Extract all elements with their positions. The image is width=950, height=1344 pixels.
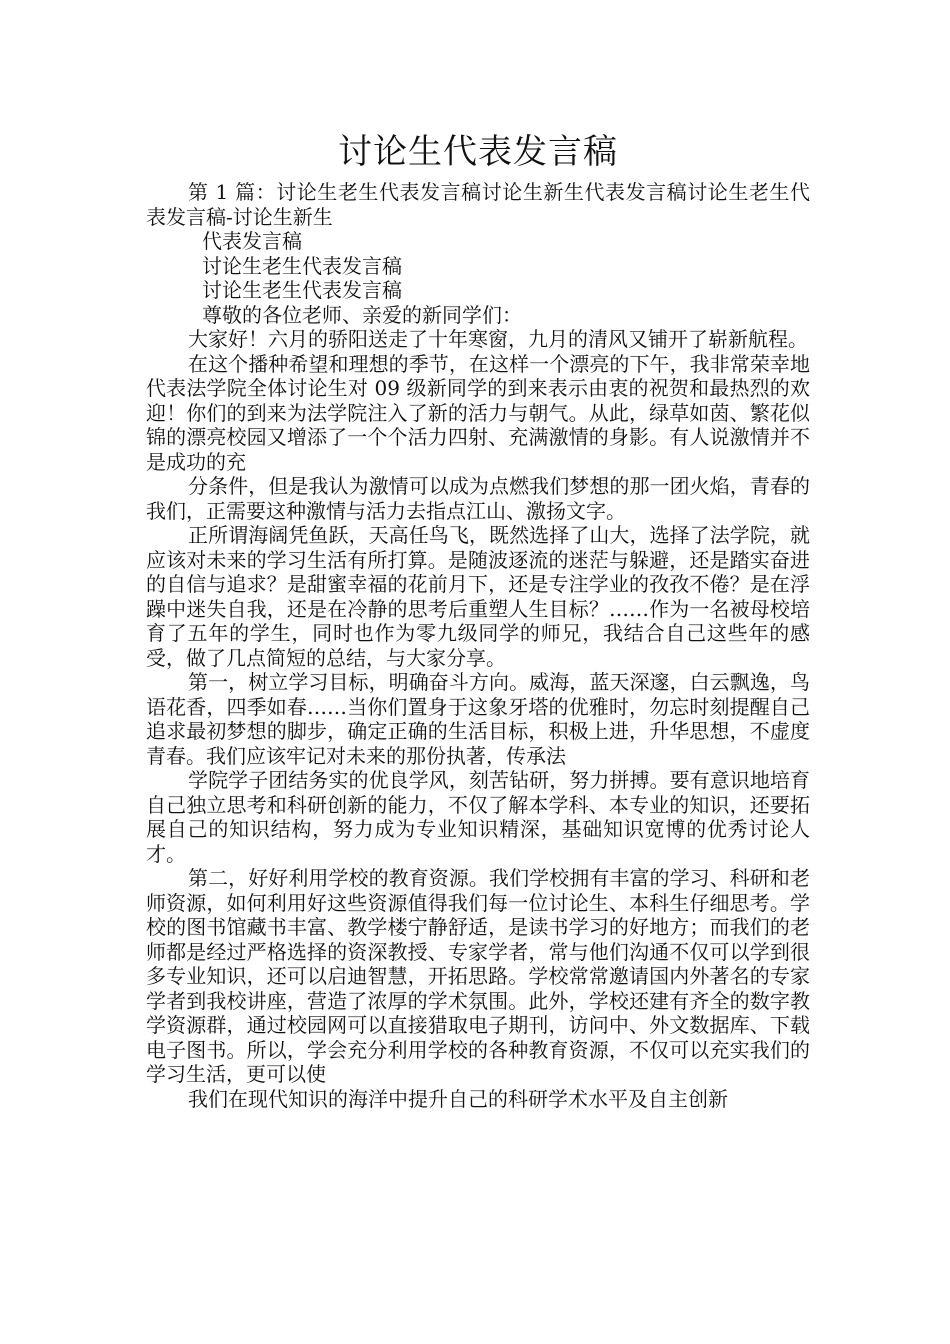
paragraph: 大家好！六月的骄阳送走了十年寒窗，九月的清风又铺开了崭新航程。	[188, 327, 808, 351]
salutation: 尊敬的各位老师、亲爱的新同学们：	[202, 302, 522, 327]
paragraph: 正所谓海阔凭鱼跃，天高任鸟飞，既然选择了山大，选择了法学院，就应该对未来的学习生活有所打算。是随波逐流的迷茫与躲避，还是踏实奋进的自信与追求？是甜蜜幸福的花前月下，还是专注学业的孜孜不倦？是在浮躁中迷失自我，还是在冷静的思考后重塑人生目标？……作为一名被母校培育了五年的学生，同时也作为零九级同学的师兄，我结合自己这些年的感受，做了几点简短的总结，与大家分享。	[146, 523, 810, 670]
paragraph-intro: 第 1 篇：讨论生老生代表发言稿讨论生新生代表发言稿讨论生老生代表发言稿-讨论生新生	[146, 180, 810, 229]
paragraph-line: 代表发言稿	[202, 229, 302, 253]
paragraph: 第二，好好利用学校的教育资源。我们学校拥有丰富的学习、科研和老师资源，如何利用好这些资源值得我们每一位讨论生、本科生仔细思考。学校的图书馆藏书丰富、教学楼宁静舒适，是读书学习的好地方；而我们的老师都是经过严格选择的资深教授、专家学者，常与他们沟通不仅可以学到很多专业知识，还可以启迪智慧，开拓思路。学校常常邀请国内外著名的专家学者到我校讲座，营造了浓厚的学术氛围。此外，学校还建有齐全的数字教学资源群，通过校园网可以直接猎取电子期刊，访问中、外文数据库、下载电子图书。所以，学会充分利用学校的各种教育资源，不仅可以充实我们的学习生活，更可以使	[146, 866, 810, 1086]
paragraph: 分条件，但是我认为激情可以成为点燃我们梦想的那一团火焰，青春的我们，正需要这种激情与活力去指点江山、激扬文字。	[146, 474, 810, 523]
paragraph-line: 讨论生老生代表发言稿	[202, 253, 402, 278]
document-title: 讨论生代表发言稿	[338, 132, 618, 172]
paragraph: 第一，树立学习目标，明确奋斗方向。威海，蓝天深邃，白云飘逸，鸟语花香，四季如春……当你们置身于这象牙塔的优雅时，勿忘时刻提醒自己追求最初梦想的脚步，确定正确的生活目标，积极上进，升华思想，不虚度青春。我们应该牢记对未来的那份执著，传承法	[146, 670, 810, 768]
paragraph-line: 讨论生老生代表发言稿	[202, 278, 402, 302]
paragraph: 学院学子团结务实的优良学风，刻苦钻研，努力拼搏。要有意识地培育自己独立思考和科研创新的能力，不仅了解本学科、本专业的知识，还要拓展自己的知识结构，努力成为专业知识精深，基础知识宽博的优秀讨论人才。	[146, 768, 810, 866]
paragraph: 我们在现代知识的海洋中提升自己的科研学术水平及自主创新	[188, 1086, 728, 1111]
paragraph: 在这个播种希望和理想的季节，在这样一个漂亮的下午，我非常荣幸地代表法学院全体讨论生对 09 级新同学的到来表示由衷的祝贺和最热烈的欢迎！你们的到来为法学院注入了新的活力与朝气。从此，绿草如茵、繁花似锦的漂亮校园又增添了一个个活力四射、充满激情的身影。有人说激情并不是成功的充	[146, 351, 810, 474]
document-page	[146, 124, 810, 1111]
